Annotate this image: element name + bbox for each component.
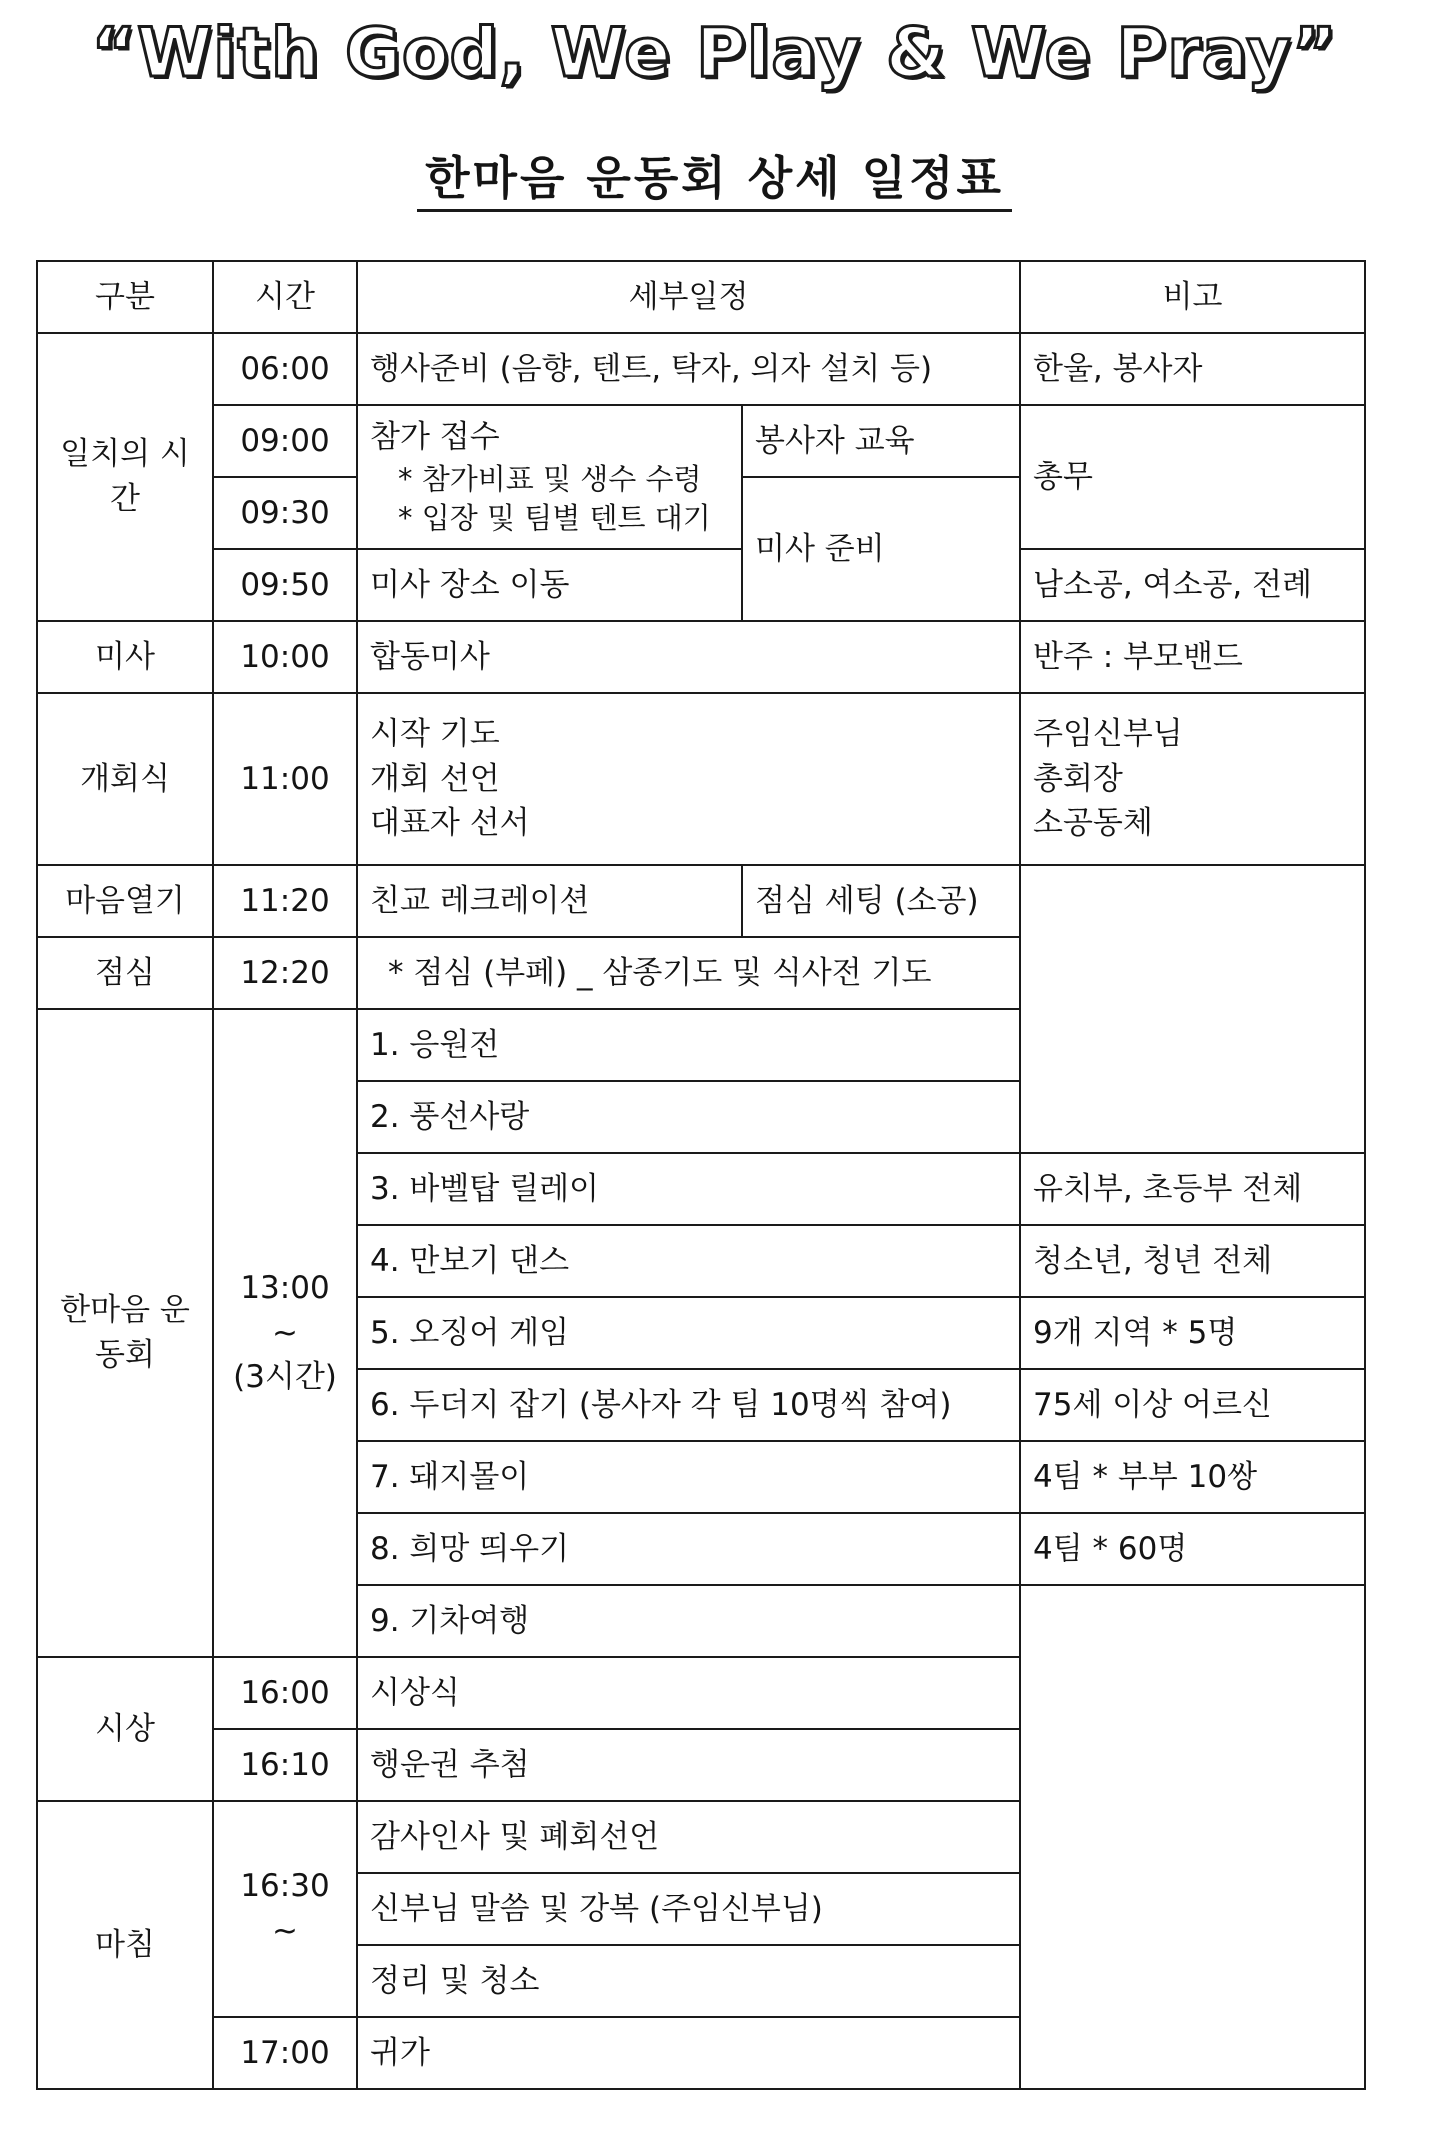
detail-cell: 시상식 xyxy=(357,1657,1020,1729)
time-cell: 06:00 xyxy=(213,333,357,405)
table-row xyxy=(37,333,1365,405)
table-row xyxy=(37,549,1365,621)
time-cell: 17:00 xyxy=(213,2017,357,2089)
table-header-row xyxy=(37,261,1365,333)
table-row xyxy=(37,405,1365,477)
event-cell: 9. 기차여행 xyxy=(357,1585,1020,1657)
event-cell: 7. 돼지몰이 xyxy=(357,1441,1020,1513)
note-cell: 75세 이상 어르신 xyxy=(1020,1369,1365,1441)
schedule-table xyxy=(36,260,1366,2090)
note-cell xyxy=(1020,1585,1365,2089)
time-range-cell xyxy=(213,1801,357,2017)
time-range-cell xyxy=(213,1009,357,1657)
note-cell: 9개 지역 * 5명 xyxy=(1020,1297,1365,1369)
time-cell: 09:50 xyxy=(213,549,357,621)
table-row xyxy=(37,621,1365,693)
start-time: 16:30 xyxy=(240,1868,330,1905)
table-row xyxy=(37,865,1365,937)
header-note: 비고 xyxy=(1020,261,1365,333)
time-cell: 09:30 xyxy=(213,477,357,549)
detail-cell: 귀가 xyxy=(357,2017,1020,2089)
mass-prep-cell: 미사 준비 xyxy=(742,477,1020,621)
detail-line: 시작 기도 xyxy=(370,715,500,752)
detail-cell xyxy=(357,693,1020,865)
event-cell: 3. 바벨탑 릴레이 xyxy=(357,1153,1020,1225)
volunteer-edu-cell: 봉사자 교육 xyxy=(742,405,1020,477)
header-detail: 세부일정 xyxy=(357,261,1020,333)
note-cell: 반주 : 부모밴드 xyxy=(1020,621,1365,693)
event-slogan: “With God, We Play & We Pray” xyxy=(91,14,1338,93)
event-cell: 8. 희망 띄우기 xyxy=(357,1513,1020,1585)
note-cell: 유치부, 초등부 전체 xyxy=(1020,1153,1365,1225)
reception-title: 참가 접수 xyxy=(370,419,500,456)
note-cell: 남소공, 여소공, 전례 xyxy=(1020,549,1365,621)
reception-sub-item: * 참가비표 및 생수 수령 xyxy=(398,462,702,497)
category-lunch: 점심 xyxy=(37,937,213,1009)
detail-cell: 행사준비 (음향, 텐트, 탁자, 의자 설치 등) xyxy=(357,333,1020,405)
header-category: 구분 xyxy=(37,261,213,333)
range-tilde: ~ xyxy=(272,1314,298,1351)
table-row xyxy=(37,693,1365,865)
range-tilde: ~ xyxy=(272,1913,298,1949)
event-cell: 4. 만보기 댄스 xyxy=(357,1225,1020,1297)
time-cell: 12:20 xyxy=(213,937,357,1009)
start-time: 13:00 xyxy=(240,1269,330,1306)
category-closing: 마침 xyxy=(37,1801,213,2089)
time-cell: 11:20 xyxy=(213,865,357,937)
note-cell: 한울, 봉사자 xyxy=(1020,333,1365,405)
note-line: 총회장 xyxy=(1033,760,1123,797)
reception-sub-item: * 입장 및 팀별 텐트 대기 xyxy=(398,501,711,536)
detail-cell: 미사 장소 이동 xyxy=(357,549,742,621)
category-sports: 한마음 운동회 xyxy=(37,1009,213,1657)
header-time: 시간 xyxy=(213,261,357,333)
note-cell: 4팀 * 부부 10쌍 xyxy=(1020,1441,1365,1513)
detail-line: 개회 선언 xyxy=(370,760,500,797)
detail-cell: * 점심 (부페) _ 삼종기도 및 식사전 기도 xyxy=(357,937,1020,1009)
time-cell: 09:00 xyxy=(213,405,357,477)
detail-cell: 합동미사 xyxy=(357,621,1020,693)
note-cell: 4팀 * 60명 xyxy=(1020,1513,1365,1585)
time-cell: 16:00 xyxy=(213,1657,357,1729)
event-cell: 2. 풍선사랑 xyxy=(357,1081,1020,1153)
time-cell: 16:10 xyxy=(213,1729,357,1801)
time-cell: 11:00 xyxy=(213,693,357,865)
reception-cell xyxy=(357,405,742,549)
event-cell: 1. 응원전 xyxy=(357,1009,1020,1081)
detail-cell: 신부님 말씀 및 강복 (주임신부님) xyxy=(357,1873,1020,1945)
detail-line: 대표자 선서 xyxy=(370,805,530,842)
note-line: 소공동체 xyxy=(1033,805,1153,842)
lunch-setting-cell: 점심 세팅 (소공) xyxy=(742,865,1020,937)
note-cell: 청소년, 청년 전체 xyxy=(1020,1225,1365,1297)
document-title-text: 한마음 운동회 상세 일정표 xyxy=(417,151,1012,212)
note-cell: 총무 xyxy=(1020,405,1365,549)
detail-cell: 행운권 추첨 xyxy=(357,1729,1020,1801)
category-unity: 일치의 시간 xyxy=(37,333,213,621)
event-cell: 5. 오징어 게임 xyxy=(357,1297,1020,1369)
detail-cell: 정리 및 청소 xyxy=(357,1945,1020,2017)
note-line: 주임신부님 xyxy=(1033,715,1183,752)
detail-cell: 감사인사 및 폐회선언 xyxy=(357,1801,1020,1873)
category-openheart: 마음열기 xyxy=(37,865,213,937)
category-opening: 개회식 xyxy=(37,693,213,865)
category-mass: 미사 xyxy=(37,621,213,693)
detail-cell: 친교 레크레이션 xyxy=(357,865,742,937)
document-title xyxy=(0,142,1429,208)
duration: (3시간) xyxy=(233,1359,337,1396)
time-cell: 10:00 xyxy=(213,621,357,693)
note-cell xyxy=(1020,865,1365,1153)
note-cell xyxy=(1020,693,1365,865)
category-award: 시상 xyxy=(37,1657,213,1801)
event-cell: 6. 두더지 잡기 (봉사자 각 팀 10명씩 참여) xyxy=(357,1369,1020,1441)
